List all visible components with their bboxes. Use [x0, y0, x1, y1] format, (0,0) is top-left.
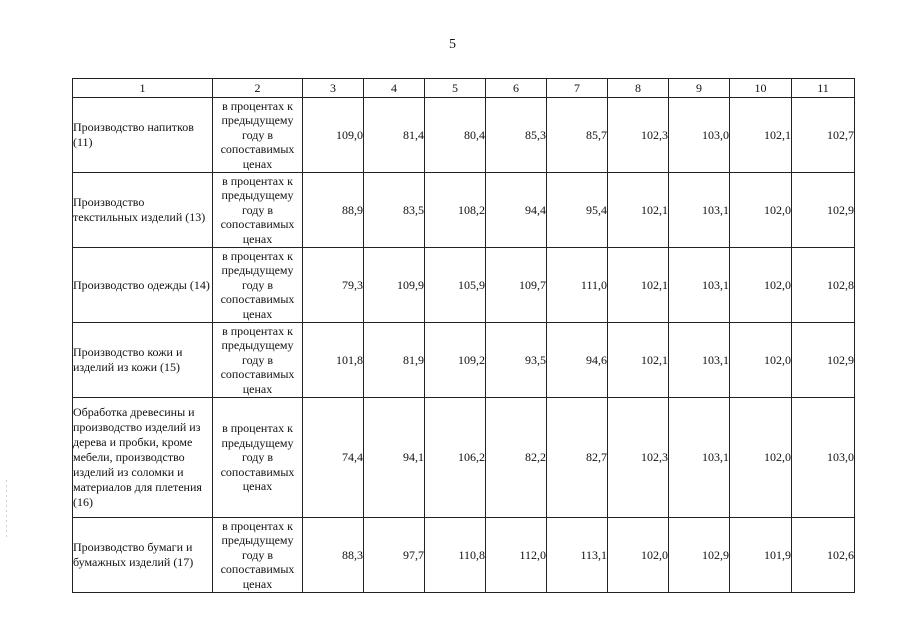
value-cell: 93,5 — [486, 323, 547, 398]
value-cell: 102,6 — [792, 518, 855, 593]
value-cell: 82,7 — [547, 398, 608, 518]
industry-name: Производство кожи и изделий из кожи (15) — [73, 345, 183, 374]
industry-name-cell — [73, 98, 213, 173]
value-cell: 113,1 — [547, 518, 608, 593]
unit-text: в процентах к предыдущему году в сопоставимых ценах — [220, 323, 295, 396]
page-number: 5 — [449, 37, 456, 52]
industry-name-cell — [73, 518, 213, 593]
unit-text: в процентах к предыдущему году в сопоставимых ценах — [220, 421, 295, 494]
value-cell: 109,9 — [364, 248, 425, 323]
value-cell: 95,4 — [547, 173, 608, 248]
scan-edge-mark — [6, 480, 7, 540]
value-cell: 81,4 — [364, 98, 425, 173]
column-header: 11 — [792, 79, 855, 98]
industry-name-cell — [73, 323, 213, 398]
column-header: 4 — [364, 79, 425, 98]
value-cell: 85,7 — [547, 98, 608, 173]
value-cell: 102,0 — [730, 398, 792, 518]
value-cell: 80,4 — [425, 98, 486, 173]
value-cell: 82,2 — [486, 398, 547, 518]
value-cell: 103,0 — [792, 398, 855, 518]
unit-text: в процентах к предыдущему году в сопоставимых ценах — [220, 173, 295, 246]
unit-cell — [213, 248, 303, 323]
value-cell: 102,7 — [792, 98, 855, 173]
value-cell: 108,2 — [425, 173, 486, 248]
industry-name: Производство напитков (11) — [73, 120, 194, 149]
unit-text: в процентах к предыдущему году в сопоставимых ценах — [220, 518, 295, 591]
table-row — [73, 323, 855, 398]
value-cell: 102,1 — [608, 248, 669, 323]
column-header: 6 — [486, 79, 547, 98]
unit-cell — [213, 518, 303, 593]
value-cell: 97,7 — [364, 518, 425, 593]
column-header: 9 — [669, 79, 730, 98]
unit-text: в процентах к предыдущему году в сопоставимых ценах — [220, 98, 295, 171]
value-cell: 81,9 — [364, 323, 425, 398]
value-cell: 102,0 — [730, 248, 792, 323]
header-row — [73, 79, 855, 98]
value-cell: 109,0 — [303, 98, 364, 173]
industry-name: Производство текстильных изделий (13) — [73, 195, 206, 224]
value-cell: 88,3 — [303, 518, 364, 593]
unit-cell — [213, 98, 303, 173]
value-cell: 103,0 — [669, 98, 730, 173]
value-cell: 112,0 — [486, 518, 547, 593]
unit-cell — [213, 173, 303, 248]
value-cell: 102,3 — [608, 398, 669, 518]
unit-text: в процентах к предыдущему году в сопоставимых ценах — [220, 248, 295, 321]
industry-name: Производство одежды (14) — [73, 277, 210, 292]
value-cell: 85,3 — [486, 98, 547, 173]
value-cell: 102,0 — [608, 518, 669, 593]
column-header: 7 — [547, 79, 608, 98]
value-cell: 102,9 — [669, 518, 730, 593]
industry-name: Обработка древесины и производство изделий из дерева и пробки, кроме мебели, производство изделий из соломки и материалов для плетения (16) — [73, 405, 202, 509]
value-cell: 103,1 — [669, 398, 730, 518]
column-header: 8 — [608, 79, 669, 98]
table-row — [73, 173, 855, 248]
value-cell: 83,5 — [364, 173, 425, 248]
column-header: 5 — [425, 79, 486, 98]
value-cell: 102,1 — [608, 323, 669, 398]
industry-name-cell — [73, 248, 213, 323]
value-cell: 79,3 — [303, 248, 364, 323]
value-cell: 109,7 — [486, 248, 547, 323]
column-header: 10 — [730, 79, 792, 98]
value-cell: 109,2 — [425, 323, 486, 398]
value-cell: 102,8 — [792, 248, 855, 323]
value-cell: 103,1 — [669, 248, 730, 323]
industry-name-cell — [73, 173, 213, 248]
table-row — [73, 398, 855, 518]
column-header: 3 — [303, 79, 364, 98]
value-cell: 74,4 — [303, 398, 364, 518]
value-cell: 94,6 — [547, 323, 608, 398]
value-cell: 103,1 — [669, 323, 730, 398]
industry-name-cell — [73, 398, 213, 518]
value-cell: 111,0 — [547, 248, 608, 323]
value-cell: 102,9 — [792, 323, 855, 398]
value-cell: 101,8 — [303, 323, 364, 398]
value-cell: 102,1 — [730, 98, 792, 173]
table-row — [73, 518, 855, 593]
table-row — [73, 248, 855, 323]
column-header: 2 — [213, 79, 303, 98]
value-cell: 102,0 — [730, 173, 792, 248]
value-cell: 94,1 — [364, 398, 425, 518]
table-row — [73, 98, 855, 173]
unit-cell — [213, 398, 303, 518]
column-header: 1 — [73, 79, 213, 98]
value-cell: 88,9 — [303, 173, 364, 248]
industry-name: Производство бумаги и бумажных изделий (17) — [73, 540, 194, 569]
value-cell: 103,1 — [669, 173, 730, 248]
data-table — [72, 78, 855, 593]
value-cell: 102,9 — [792, 173, 855, 248]
value-cell: 101,9 — [730, 518, 792, 593]
value-cell: 102,1 — [608, 173, 669, 248]
value-cell: 110,8 — [425, 518, 486, 593]
unit-cell — [213, 323, 303, 398]
value-cell: 105,9 — [425, 248, 486, 323]
value-cell: 94,4 — [486, 173, 547, 248]
value-cell: 102,3 — [608, 98, 669, 173]
value-cell: 106,2 — [425, 398, 486, 518]
value-cell: 102,0 — [730, 323, 792, 398]
